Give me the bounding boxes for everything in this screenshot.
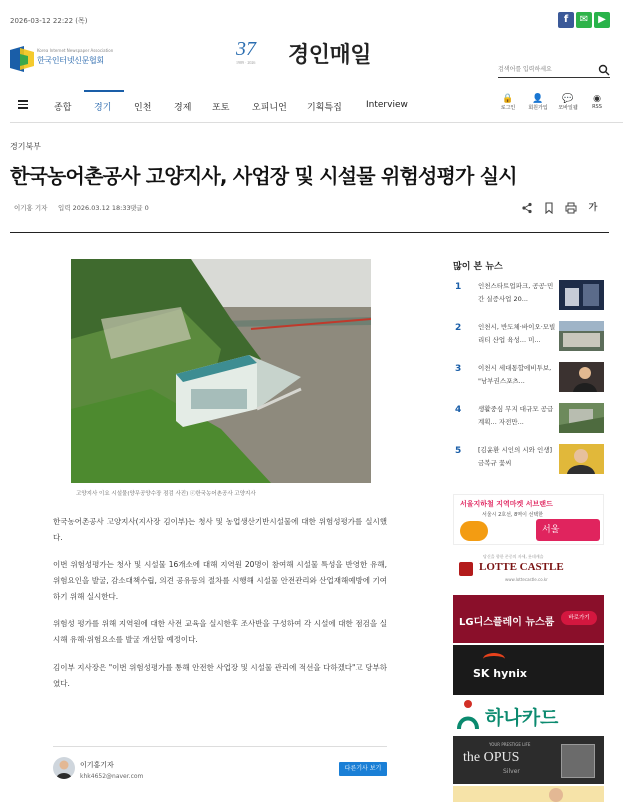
- association-logo-icon[interactable]: [10, 46, 34, 72]
- hana-logo-icon: [455, 699, 481, 731]
- site-name: 경인매일: [288, 43, 372, 68]
- sk-logo-icon: [483, 653, 505, 665]
- rss-button[interactable]: ◉ RSS: [587, 94, 607, 110]
- signup-button[interactable]: 👤 회원가입: [528, 94, 548, 111]
- active-tab-indicator: [84, 90, 124, 92]
- login-button[interactable]: 🔒 로그인: [498, 94, 518, 111]
- castle-icon: [459, 562, 473, 576]
- opus-ad[interactable]: YOUR PRESTIGE LIFE the OPUS Silver: [453, 736, 604, 784]
- menu-icon[interactable]: [18, 100, 28, 109]
- anniversary-mark: 37 1989 · 2026: [236, 38, 256, 65]
- nav-item-feature[interactable]: 기획특집: [307, 103, 342, 113]
- popular-rank: 3: [455, 364, 462, 374]
- byline-email[interactable]: khk4652@naver.com: [80, 773, 144, 780]
- byline-divider: [53, 746, 387, 747]
- popular-news-title: 많이 본 뉴스: [453, 262, 503, 272]
- popular-thumbnail[interactable]: [559, 444, 604, 474]
- popular-thumbnail[interactable]: [559, 362, 604, 392]
- more-articles-button[interactable]: 다른기사 보기: [339, 762, 387, 776]
- popular-thumbnail[interactable]: [559, 403, 604, 433]
- chat-icon[interactable]: ✉: [576, 12, 592, 28]
- youtube-icon[interactable]: ▶: [594, 12, 610, 28]
- search-icon[interactable]: [598, 64, 610, 76]
- font-size-icon[interactable]: 가: [588, 203, 598, 213]
- author-avatar: [53, 757, 75, 779]
- bookmark-icon[interactable]: [543, 202, 555, 214]
- photo-caption: 고양지사 이요 시설물(양무공양수장 점검 사진) ⓒ한국농어촌공사 고양지사: [76, 491, 256, 497]
- user-icon: 👤: [532, 94, 544, 104]
- hana-card-ad[interactable]: 하나카드: [453, 697, 604, 733]
- lg-display-ad[interactable]: LG디스플레이 뉴스룸 바로가기: [453, 595, 604, 643]
- market-ad[interactable]: 서울지하철 지역마켓 서브랜드 서울시 2호선, 8역이 선택한 서울: [453, 494, 604, 545]
- popular-thumbnail[interactable]: [559, 321, 604, 351]
- nav-item-interview[interactable]: Interview: [366, 100, 408, 110]
- popular-item[interactable]: 인천스타트업파크, 공공·민간 실증사업 20...: [478, 282, 554, 303]
- article-author: 이기홍 기자: [14, 204, 48, 212]
- popular-item[interactable]: 이천시 세대통합에비투보, "남부권스포츠...: [478, 364, 552, 385]
- nav-divider: [10, 122, 623, 123]
- popular-item[interactable]: 인천시, 반도체·바이오·모빌리티 산업 육성... 미...: [478, 323, 556, 344]
- facebook-icon[interactable]: f: [558, 12, 574, 28]
- lotte-castle-ad[interactable]: 당신을 향한 존중의 자세, 롯데캐슬 LOTTE CASTLE www.lottecastle.co.kr: [453, 551, 604, 587]
- article-paragraph: 이번 위험성평가는 청사 및 시설물 16개소에 대해 지역원 20명이 참여해 시설물 특성을 반영한 유해, 위험요인을 발굴, 감소대책수립, 의견 공유등의 절차를 시행해 시설물 안전관리와 산업재해예방에 기여하기 위해 실시한다.: [53, 560, 387, 601]
- nav-item-incheon[interactable]: 인천: [134, 103, 152, 113]
- bottom-ad[interactable]: [453, 786, 604, 802]
- popular-rank: 5: [455, 446, 462, 456]
- popular-thumbnail[interactable]: [559, 280, 604, 310]
- popular-item[interactable]: 생활중심 무지 대규모 공급 계획... 자전만...: [478, 405, 554, 426]
- article-paragraph: 김이부 지사장은 "이번 위험성평가를 통해 안전한 사업장 및 시설물 관리에 적선을 다하겠다"고 당부하였다.: [53, 663, 387, 688]
- byline-name: 이기홍기자: [80, 761, 114, 769]
- article-header-divider: [10, 232, 609, 233]
- popular-rank: 1: [455, 282, 462, 292]
- comment-icon: 💬: [562, 94, 574, 104]
- nav-item-opinion[interactable]: 오피니언: [252, 103, 287, 113]
- search-input[interactable]: [498, 62, 610, 78]
- article-date: 입력 2026.03.12 18:33: [58, 204, 131, 212]
- site-logo[interactable]: [236, 38, 406, 72]
- article-photo: [71, 259, 371, 483]
- section-label[interactable]: 경기북부: [10, 142, 41, 151]
- print-icon[interactable]: [565, 202, 577, 214]
- lock-icon: 🔒: [502, 94, 514, 104]
- card-graphic: [561, 744, 595, 778]
- rss-icon: ◉: [593, 94, 601, 104]
- popular-rank: 2: [455, 323, 462, 333]
- current-date: 2026-03-12 22:22 (목): [10, 17, 88, 25]
- comment-count[interactable]: 댓글 0: [130, 204, 149, 212]
- nav-item-photo[interactable]: 포토: [212, 103, 230, 113]
- article-paragraph: 위험성 평가를 위해 지역원에 대한 사전 교육을 실시한후 조사반을 구성하여 각 시설에 대한 점검을 실시해 유해·위험요소를 발굴 개선할 예정이다.: [53, 619, 387, 644]
- association-name[interactable]: Korea Internet Newspaper Association 한국인터넷신문협회: [37, 48, 114, 65]
- person-graphic: [549, 788, 563, 802]
- produce-graphic: [460, 521, 488, 541]
- nav-item-general[interactable]: 종합: [54, 103, 72, 113]
- share-icon[interactable]: [521, 202, 533, 214]
- mobile-web-button[interactable]: 💬 모바일웹: [558, 94, 578, 111]
- popular-item[interactable]: [김윤환 시인의 시와 인생] 금복규 꽃씨: [478, 446, 553, 467]
- sk-hynix-ad[interactable]: SK hynix: [453, 645, 604, 695]
- nav-item-economy[interactable]: 경제: [174, 103, 192, 113]
- article-title: 한국농어촌공사 고양지사, 사업장 및 시설물 위험성평가 실시: [10, 164, 517, 188]
- article-paragraph: 한국농어촌공사 고양지사(지사장 김이부)는 청사 및 농업생산기반시설물에 대한 위험성평가를 실시했다.: [53, 517, 387, 542]
- popular-rank: 4: [455, 405, 462, 415]
- nav-item-gyeonggi[interactable]: 경기: [94, 103, 112, 113]
